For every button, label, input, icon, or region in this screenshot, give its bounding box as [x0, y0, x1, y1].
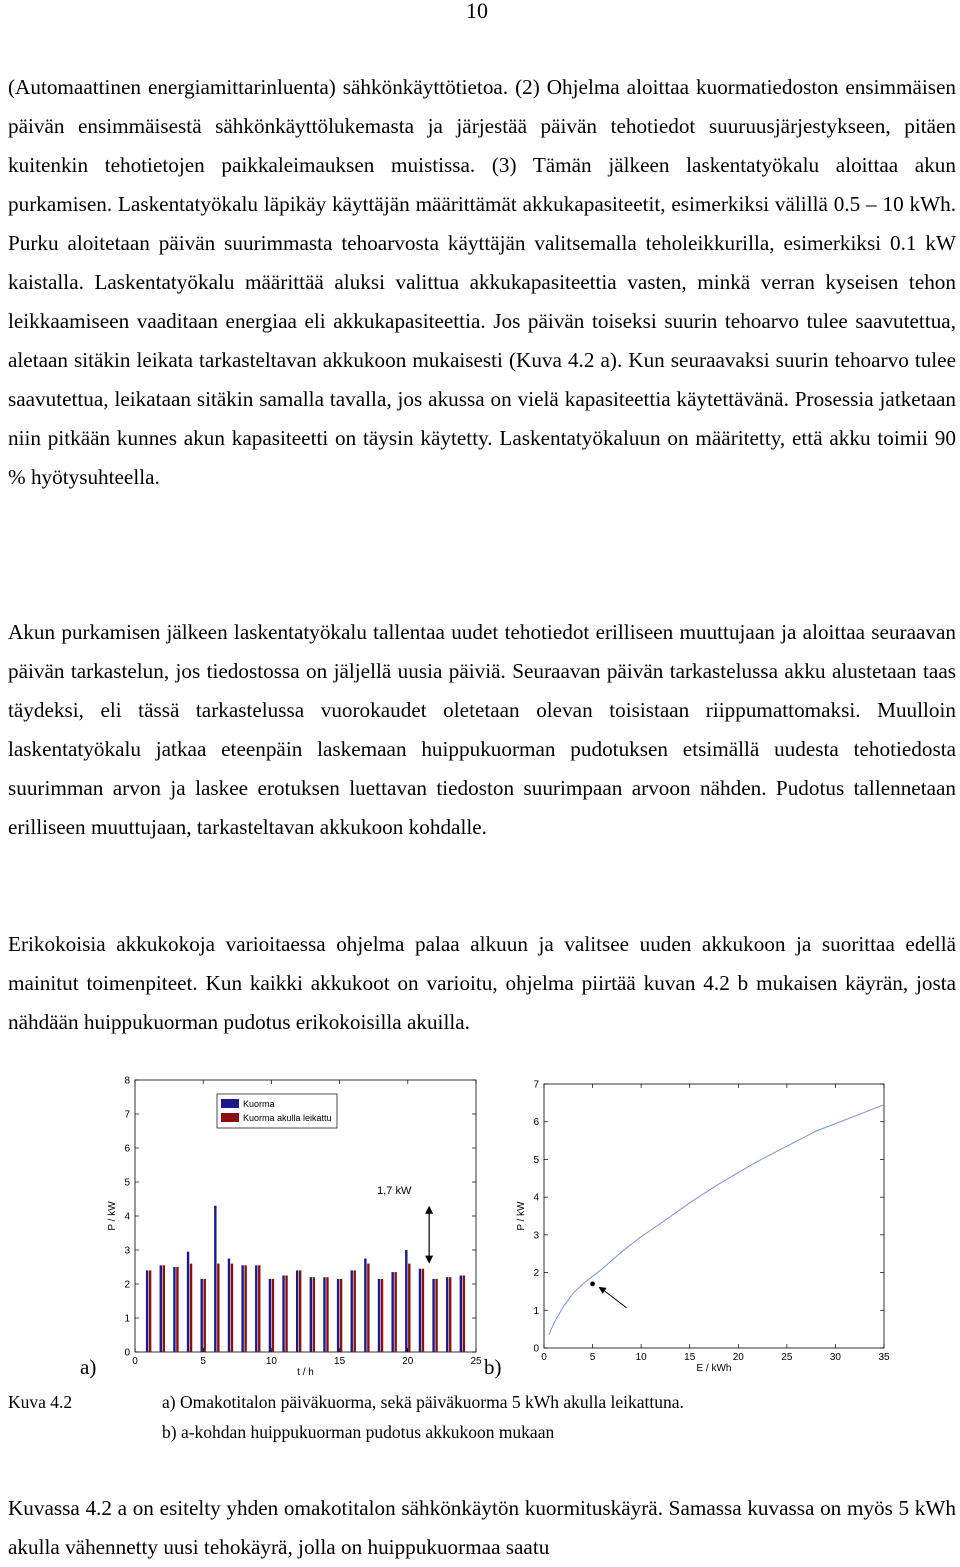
y-tick-label: 7	[124, 1109, 130, 1121]
bar-kuorma	[187, 1252, 189, 1352]
y-tick-label: 2	[124, 1279, 130, 1291]
bar-kuorma-leikattu	[367, 1264, 369, 1352]
paragraph-1: (Automaattinen energiamittarinluenta) sähkönkäyttötietoa. (2) Ohjelma aloittaa kuormatiedoston ensimmäisen päivän ensimmäisestä sähkönkäyttölukemasta ja järjestää päivän tehotiedot suuruusjärjestykseen, pitäen kuitenkin tehotietojen paikkaleimauksen muistissa. (3) Tämän jälkeen laskentatyökalu aloittaa akun purkamisen. Laskentatyökalu läpikäy käyttäjän määrittämät akkukapasiteetit, esimerkiksi välillä 0.5 – 10 kWh. Purku aloitetaan päivän suurimmasta tehoarvosta käyttäjän valitsemalla teholeikkurilla, esimerkiksi 0.1 kW kaistalla. Laskentatyökalu määrittää aluksi valittua akkukapasiteettia vasten, minkä verran kyseisen tehon leikkaamiseen vaaditaan energiaa eli akkukapasiteettia. Jos päivän toiseksi suurin tehoarvo tulee saavutettua, aletaan sitäkin leikata tarkasteltavan akkukoon mukaisesti (Kuva 4.2 a). Kun seuraavaksi suurin tehoarvo tulee saavutettua, leikataan sitäkin samalla tavalla, jos akussa on vielä kapasiteettia käytettävänä. Prosessia jatketaan niin pitkään kunnes akun kapasiteetti on täysin käytetty. Laskentatyökaluun on määritetty, että akku toimii 90 % hyötysuhteella.	[8, 75, 956, 489]
annotation-label: 1,7 kW	[377, 1184, 412, 1197]
bar-kuorma-leikattu	[340, 1279, 342, 1352]
bar-kuorma-leikattu	[394, 1272, 396, 1352]
y-tick-label: 5	[124, 1177, 130, 1189]
y-axis-label: P / kW	[107, 1201, 118, 1231]
bar-kuorma-leikattu	[313, 1277, 315, 1352]
bar-kuorma-leikattu	[272, 1279, 274, 1352]
figure-caption-a: a) Omakotitalon päiväkuorma, sekä päiväkuorma 5 kWh akulla leikattuna.	[162, 1392, 684, 1412]
bar-kuorma	[173, 1267, 175, 1352]
y-tick-label: 1	[533, 1305, 539, 1317]
bar-kuorma-leikattu	[244, 1265, 246, 1352]
paragraph-2: Akun purkamisen jälkeen laskentatyökalu tallentaa uudet tehotiedot erilliseen muuttujaan ja aloittaa seuraavan päivän tarkastelun, jos tiedostossa on jäljellä uusia päiviä. Seuraavan päivän tarkastelussa akku alustetaan taas täydeksi, eli tässä tarkastelussa vuorokaudet oletetaan olevan toisistaan riippumattomaksi. Muulloin laskentatyökalu jatkaa eteenpäin laskemaan huippukuorman pudotuksen etsimällä uudesta tehotiedosta suurimman arvon ja laskee erotuksen luettavan tiedoston suurimpaan arvoon nähden. Pudotus tallennetaan erilliseen muuttujaan, tarkasteltavan akkukoon kohdalle.	[8, 620, 956, 839]
bar-kuorma-leikattu	[190, 1264, 192, 1352]
legend-label-leikattu: Kuorma akulla leikattu	[243, 1113, 332, 1123]
bar-kuorma-leikattu	[326, 1277, 328, 1352]
bar-kuorma-leikattu	[176, 1267, 178, 1352]
bar-kuorma	[419, 1269, 421, 1352]
x-tick-label: 5	[200, 1356, 206, 1367]
bar-chart-daily-load	[107, 1074, 482, 1378]
bar-kuorma-leikattu	[435, 1279, 437, 1352]
bar-kuorma	[201, 1279, 203, 1352]
bar-kuorma-leikattu	[217, 1264, 219, 1352]
bar-kuorma	[323, 1277, 325, 1352]
line-chart-peak-reduction	[508, 1074, 890, 1374]
paragraph-3: Erikokoisia akkukokoja varioitaessa ohjelma palaa alkuun ja valitsee uuden akkukoon ja suorittaa edellä mainitut toimenpiteet. Kun kaikki akkukoot on varioitu, ohjelma piirtää kuvan 4.2 b mukaisen käyrän, josta nähdään huippukuorman pudotus erikokoisilla akuilla.	[8, 932, 956, 1034]
y-tick-label: 7	[533, 1079, 539, 1091]
y-tick-label: 3	[533, 1230, 539, 1242]
y-tick-label: 5	[533, 1154, 539, 1166]
y-axis-label: P / kW	[516, 1201, 527, 1231]
y-tick-label: 4	[124, 1211, 130, 1223]
x-tick-label: 20	[402, 1356, 414, 1367]
bar-kuorma	[432, 1279, 434, 1352]
marker-point	[590, 1281, 595, 1286]
bar-kuorma	[391, 1272, 393, 1352]
figure-caption-b: b) a-kohdan huippukuorman pudotus akkukoon mukaan	[162, 1422, 555, 1442]
x-tick-label: 25	[470, 1356, 482, 1367]
y-tick-label: 3	[124, 1245, 130, 1257]
x-tick-label: 15	[334, 1356, 346, 1367]
bar-kuorma	[460, 1276, 462, 1353]
bar-kuorma	[337, 1279, 339, 1352]
bar-kuorma	[351, 1270, 353, 1352]
y-tick-label: 4	[533, 1192, 539, 1204]
legend-label-kuorma: Kuorma	[243, 1099, 275, 1109]
x-tick-label: 10	[635, 1352, 647, 1363]
bar-kuorma	[146, 1270, 148, 1352]
bar-kuorma-leikattu	[285, 1276, 287, 1353]
legend-swatch-kuorma	[221, 1099, 239, 1108]
plot-frame	[544, 1084, 884, 1348]
x-tick-label: 5	[589, 1352, 596, 1363]
y-tick-label: 2	[533, 1268, 539, 1280]
x-tick-label: 25	[781, 1352, 793, 1363]
bar-kuorma	[160, 1265, 162, 1352]
bar-kuorma-leikattu	[422, 1269, 424, 1352]
bar-kuorma	[310, 1277, 312, 1352]
x-tick-label: 35	[878, 1352, 890, 1363]
figure-label-b: b)	[484, 1355, 502, 1379]
y-tick-label: 0	[124, 1347, 130, 1359]
bar-kuorma	[364, 1259, 366, 1353]
bar-kuorma	[269, 1279, 271, 1352]
bar-kuorma	[214, 1206, 216, 1352]
page-number: 10	[466, 0, 488, 23]
x-tick-label: 20	[732, 1352, 744, 1363]
bar-kuorma-leikattu	[231, 1264, 233, 1352]
x-tick-label: 15	[684, 1352, 696, 1363]
x-tick-label: 10	[265, 1356, 277, 1367]
bar-kuorma-leikattu	[149, 1270, 151, 1352]
y-tick-label: 6	[124, 1143, 130, 1155]
bar-kuorma-leikattu	[449, 1277, 451, 1352]
bar-kuorma	[296, 1270, 298, 1352]
y-tick-label: 6	[533, 1117, 539, 1129]
bar-kuorma	[241, 1265, 243, 1352]
bar-kuorma-leikattu	[381, 1279, 383, 1352]
x-axis-label: t / h	[297, 1367, 314, 1378]
x-tick-label: 30	[829, 1352, 841, 1363]
bar-kuorma	[228, 1259, 230, 1353]
bar-kuorma	[378, 1279, 380, 1352]
bar-kuorma	[405, 1250, 407, 1352]
y-tick-label: 1	[124, 1313, 130, 1325]
bar-kuorma	[446, 1277, 448, 1352]
bar-kuorma-leikattu	[258, 1265, 260, 1352]
x-axis-label: E / kWh	[696, 1363, 732, 1374]
bar-kuorma	[255, 1265, 257, 1352]
bar-kuorma-leikattu	[354, 1270, 356, 1352]
x-tick-label: 0	[132, 1356, 138, 1367]
y-tick-label: 8	[124, 1075, 130, 1087]
bar-kuorma-leikattu	[204, 1279, 206, 1352]
paragraph-4: Kuvassa 4.2 a on esitelty yhden omakotitalon sähkönkäytön kuormituskäyrä. Samassa kuvassa on myös 5 kWh akulla vähennetty uusi tehokäyrä, jolla on huippukuormaa saatu	[8, 1496, 956, 1559]
bar-kuorma-leikattu	[408, 1264, 410, 1352]
figure-label-a: a)	[80, 1355, 97, 1379]
bar-kuorma-leikattu	[299, 1270, 301, 1352]
bar-kuorma-leikattu	[163, 1265, 165, 1352]
y-tick-label: 0	[533, 1343, 539, 1355]
bar-kuorma-leikattu	[463, 1276, 465, 1353]
x-tick-label: 0	[541, 1352, 547, 1363]
figure-caption-number: Kuva 4.2	[8, 1392, 73, 1412]
bar-kuorma	[282, 1276, 284, 1353]
legend-swatch-leikattu	[221, 1113, 239, 1122]
